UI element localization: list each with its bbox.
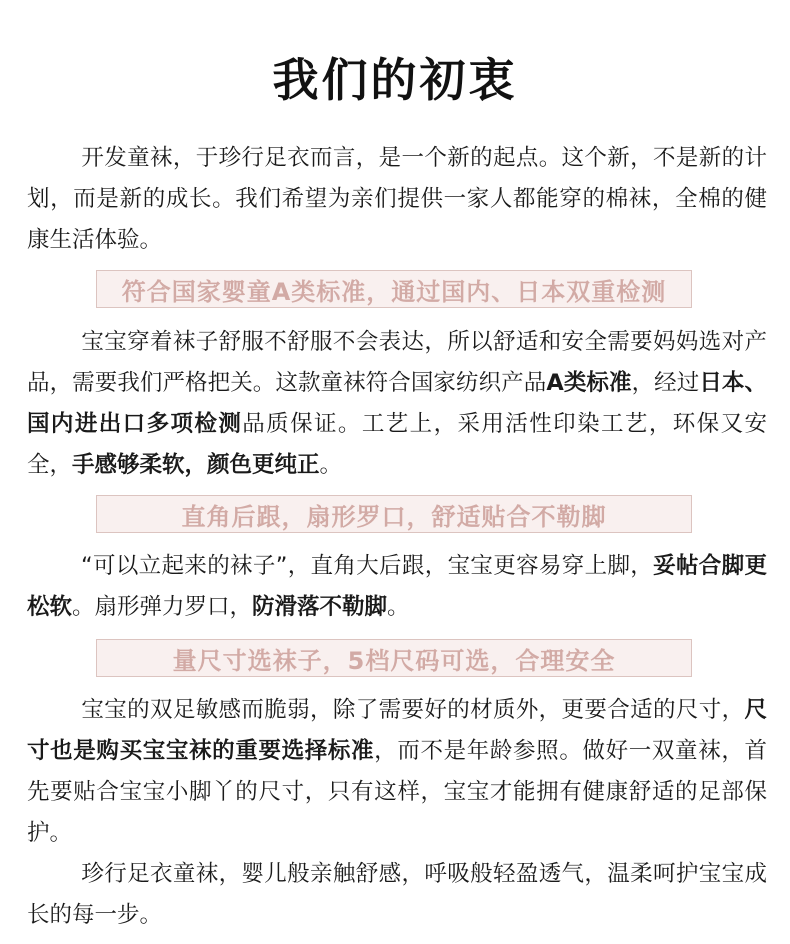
standards-bold-3: 手感够柔软，颜色更纯正 xyxy=(72,452,320,478)
standards-text-3: 品质保证。工艺上，采用活性印染工艺，环保又安全， xyxy=(27,411,767,478)
standards-text-2: ，经过 xyxy=(631,370,700,396)
heel-paragraph xyxy=(27,546,767,628)
standards-text-4: 。 xyxy=(319,452,343,478)
intro-text: 开发童袜，于珍行足衣而言，是一个新的起点。这个新，不是新的计划，而是新的成长。我们希望为亲们提供一家人都能穿的棉袜，全棉的健康生活体验。 xyxy=(27,145,767,253)
closing-text: 珍行足衣童袜，婴儿般亲触舒感，呼吸般轻盈透气，温柔呵护宝宝成长的每一步。 xyxy=(27,861,767,928)
heel-text-2: 。扇形弹力罗口， xyxy=(72,594,253,620)
standards-bold-1: A类标准 xyxy=(546,370,632,396)
heel-text-3: 。 xyxy=(387,594,410,620)
section-heading-standards: 符合国家婴童A类标准，通过国内、日本双重检测 xyxy=(121,277,667,306)
standards-paragraph xyxy=(27,322,767,486)
heel-bold-1: 妥帖合脚更松软 xyxy=(27,553,767,620)
section-heading-banner-heel xyxy=(96,495,692,533)
size-text-2: ，而不是年龄参照。做好一双童袜，首先要贴合宝宝小脚丫的尺寸，只有这样，宝宝才能拥有健康舒适的足部保护。 xyxy=(27,738,767,846)
closing-paragraph xyxy=(27,854,767,936)
size-text-1: 宝宝的双足敏感而脆弱，除了需要好的材质外，更要合适的尺寸， xyxy=(81,697,745,723)
intro-paragraph xyxy=(27,138,767,261)
section-heading-size: 量尺寸选袜子，5档尺码可选，合理安全 xyxy=(172,646,616,675)
section-heading-banner-size xyxy=(96,639,692,677)
heel-bold-2: 防滑落不勒脚 xyxy=(252,594,388,620)
heel-text-1: “可以立起来的袜子”，直角大后跟，宝宝更容易穿上脚， xyxy=(81,553,654,579)
standards-bold-2: 日本、国内进出口多项检测 xyxy=(27,370,767,437)
section-heading-heel: 直角后跟，扇形罗口，舒适贴合不勒脚 xyxy=(181,502,607,531)
size-bold-1: 尺寸也是购买宝宝袜的重要选择标准 xyxy=(27,697,767,764)
page-title: 我们的初衷 xyxy=(272,53,518,107)
standards-text-1: 宝宝穿着袜子舒服不舒服不会表达，所以舒适和安全需要妈妈选对产品，需要我们严格把关。这款童袜符合国家纺织产品 xyxy=(27,329,767,396)
size-paragraph xyxy=(27,690,767,854)
section-heading-banner-standards xyxy=(96,270,692,308)
